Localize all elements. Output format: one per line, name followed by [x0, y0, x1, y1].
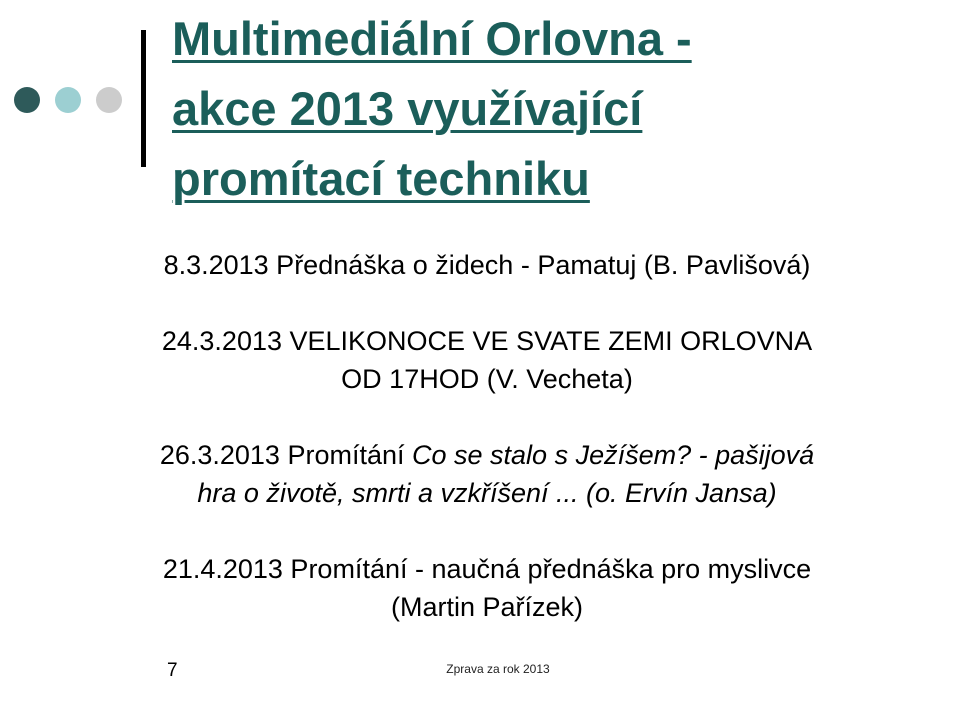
- event-3-date-label: 26.3.2013 Promítání: [159, 440, 412, 470]
- decor-dot-light: [55, 87, 81, 113]
- title-vertical-bar: [141, 30, 146, 167]
- slide-number: 7: [167, 660, 178, 681]
- title-line-1: Multimediální Orlovna -: [172, 12, 692, 65]
- event-item: [40, 436, 934, 512]
- event-4-line-1: 21.4.2013 Promítání - naučná přednáška pro myslivce: [162, 554, 812, 584]
- footer-text: Zprava za rok 2013: [446, 662, 550, 676]
- event-4-line-2: (Martin Pařízek): [390, 592, 584, 622]
- title-line-2: akce 2013 využívající: [172, 82, 643, 135]
- event-3-line-1: [40, 436, 934, 474]
- event-3-line-2: hra o životě, smrti a vzkříšení ... (o. Ervín Jansa): [197, 478, 777, 508]
- event-3-film-title: Co se stalo s Ježíšem? - pašijová: [412, 440, 815, 470]
- event-item: [40, 550, 934, 626]
- event-item: [40, 322, 934, 398]
- event-2-line-2: OD 17HOD (V. Vecheta): [341, 364, 633, 394]
- decor-dot-gray: [96, 87, 122, 113]
- event-item: [40, 246, 934, 284]
- slide-title: [172, 4, 852, 214]
- decor-dot-dark: [14, 87, 40, 113]
- event-list: [40, 246, 934, 626]
- event-2-line-1: 24.3.2013 VELIKONOCE VE SVATE ZEMI ORLOVNA: [161, 326, 813, 356]
- title-line-3: promítací techniku: [172, 152, 590, 205]
- event-1-line-1: 8.3.2013 Přednáška o židech - Pamatuj (B. Pavlišová): [163, 250, 811, 280]
